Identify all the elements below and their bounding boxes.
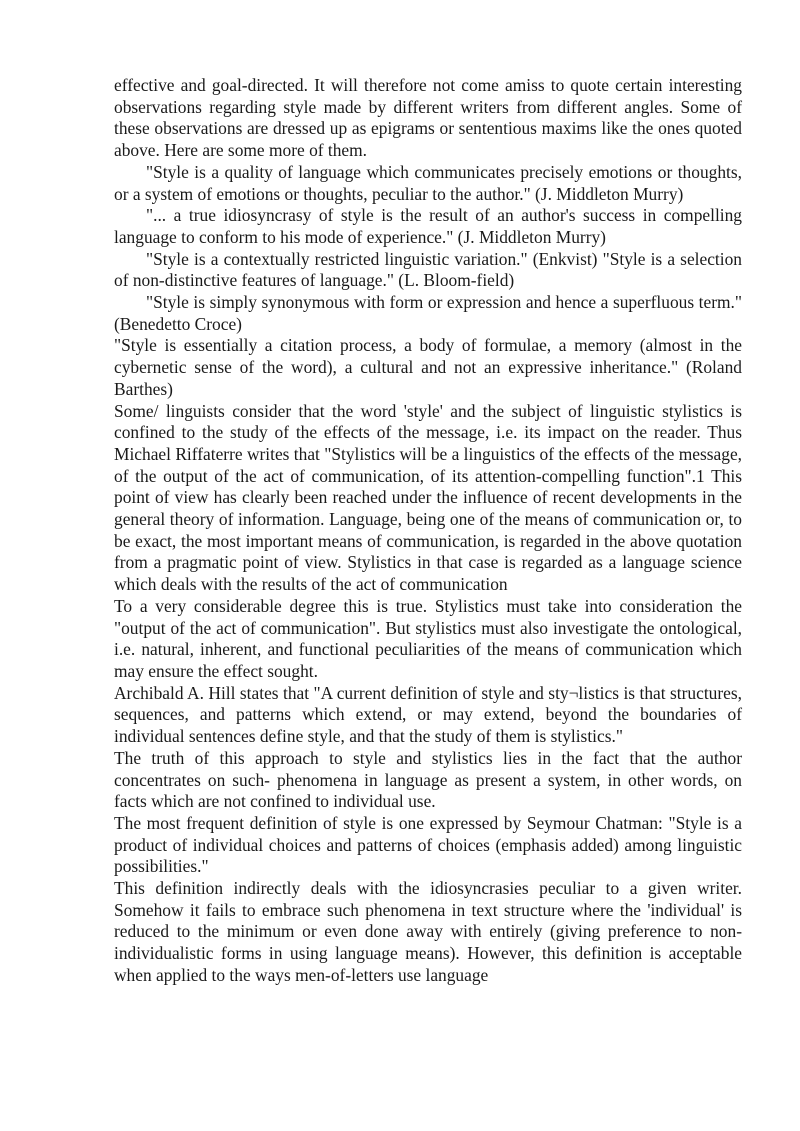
- quote-paragraph: "... a true idiosyncrasy of style is the result of an author's success in compelling language to conform to his mode of experience." (J. Middleton Murry): [114, 205, 742, 247]
- paragraph: The truth of this approach to style and stylistics lies in the fact that the author concentrates on such- phenomena in language as present a system, in other words, on facts which are not confined to individual use.: [114, 747, 742, 812]
- paragraph: Some/ linguists consider that the word 'style' and the subject of linguistic stylistics is confined to the study of the effects of the message, i.e. its impact on the reader. Thus Michael Riffaterre writes that "Stylistics will be a linguistics of the effects of the message, of the output of the act of communication, of its attention-compelling function".1 This point of view has clearly been reached under the influence of recent developments in the general theory of information. Language, being one of the means of communication or, to be exact, the most important means of communication, is regarded in the above quotation from a pragmatic point of view. Stylistics in that case is regarded as a language science which deals with the results of the act of communication: [114, 400, 743, 595]
- quote-paragraph: "Style is simply synonymous with form or expression and hence a superfluous term." (Benedetto Croce): [114, 292, 742, 334]
- paragraph: To a very considerable degree this is true. Stylistics must take into consideration the "output of the act of communication". But stylistics must also investigate the ontological, i.e. natural, inherent, and functional peculiarities of the means of communication which may ensure the effect sought.: [114, 595, 742, 681]
- quote-paragraph: "Style is essentially a citation process, a body of formulae, a memory (almost in the cybernetic sense of the word), a cultural and not an expressive inheritance." (Roland Barthes): [114, 335, 742, 399]
- paragraph: effective and goal-directed. It will therefore not come amiss to quote certain interesting observations regarding style made by different writers from different angles. Some of these observations are dressed up as epigrams or sententious maxims like the ones quoted above. Here are some more of them.: [114, 75, 742, 161]
- paragraph: The most frequent definition of style is one expressed by Seymour Chatman: "Style is a product of individual choices and patterns of choices (emphasis added) among linguistic possibilities.": [114, 812, 742, 877]
- paragraph: This definition indirectly deals with the idiosyncrasies peculiar to a given writer. Somehow it fails to embrace such phenomena in text structure where the 'individual' is reduced to the minimum or even done away with entirely (giving preference to non-individualistic forms in using language means). However, this definition is acceptable when applied to the ways men-of-letters use language: [114, 878, 742, 985]
- quote-paragraph: "Style is a quality of language which communicates precisely emotions or thoughts, or a system of emotions or thoughts, peculiar to the author." (J. Middleton Murry): [114, 161, 742, 204]
- paragraph: Archibald A. Hill states that "A current definition of style and sty¬listics is that structures, sequences, and patterns which extend, or may extend, beyond the boundaries of individual sentences define style, and that the study of them is stylistics.": [114, 682, 742, 747]
- document-page: [114, 75, 742, 987]
- quote-paragraph: "Style is a contextually restricted linguistic variation." (Enkvist) "Style is a selection of non-distinctive features of language." (L. Bloom-field): [114, 248, 742, 291]
